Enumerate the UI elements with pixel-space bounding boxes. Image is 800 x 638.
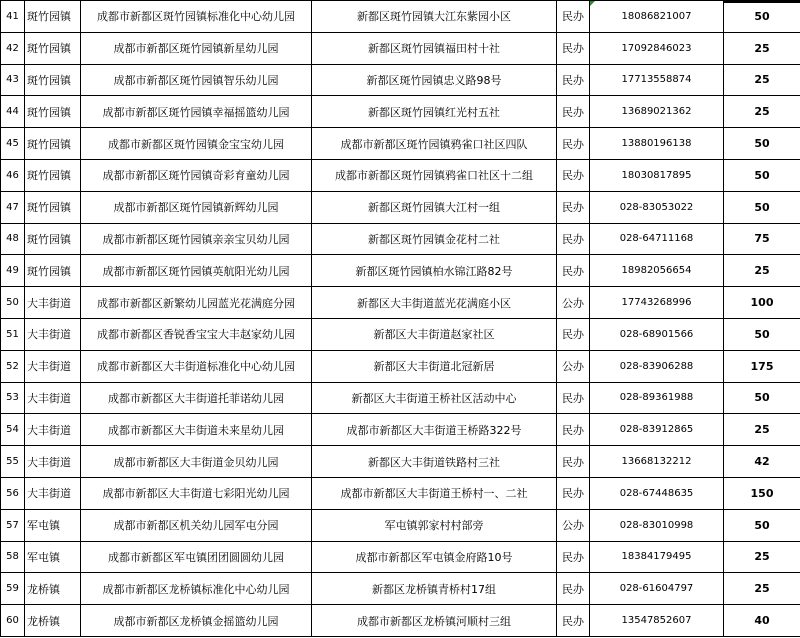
capacity-cell[interactable]: 50 <box>724 128 800 160</box>
table-row <box>1 446 800 478</box>
kindergarten-name-cell[interactable]: 成都市新都区大丰街道七彩阳光幼儿园 <box>81 477 312 509</box>
phone-cell[interactable]: 17743268996 <box>590 287 724 319</box>
selection-border <box>724 1 800 3</box>
phone-cell[interactable]: 028-83906288 <box>590 350 724 382</box>
town-cell[interactable]: 斑竹园镇 <box>25 159 81 191</box>
town-cell[interactable]: 大丰街道 <box>25 382 81 414</box>
ownership-type-cell[interactable]: 民办 <box>557 159 590 191</box>
kindergarten-name-cell[interactable]: 成都市新都区斑竹园镇奇彩育童幼儿园 <box>81 159 312 191</box>
kindergarten-name-cell[interactable]: 成都市新都区新繁幼儿园蓝光花满庭分园 <box>81 287 312 319</box>
address-cell[interactable]: 成都市新都区斑竹园镇鸦雀口社区四队 <box>312 128 557 160</box>
address-cell[interactable]: 新都区斑竹园镇金花村二社 <box>312 223 557 255</box>
ownership-type-cell[interactable]: 民办 <box>557 1 590 33</box>
town-cell[interactable]: 斑竹园镇 <box>25 96 81 128</box>
kindergarten-name-cell[interactable]: 成都市新都区斑竹园镇亲亲宝贝幼儿园 <box>81 223 312 255</box>
address-cell[interactable]: 新都区大丰街道赵家社区 <box>312 318 557 350</box>
town-cell[interactable]: 斑竹园镇 <box>25 64 81 96</box>
ownership-type-cell[interactable]: 公办 <box>557 350 590 382</box>
row-number-cell[interactable]: 58 <box>1 541 25 573</box>
table-row <box>1 509 800 541</box>
address-cell[interactable]: 新都区斑竹园镇大江村一组 <box>312 191 557 223</box>
capacity-cell[interactable]: 50 <box>724 318 800 350</box>
table-row <box>1 350 800 382</box>
phone-cell[interactable]: 18384179495 <box>590 541 724 573</box>
phone-cell[interactable]: 028-67448635 <box>590 477 724 509</box>
row-number-cell[interactable]: 41 <box>1 1 25 33</box>
capacity-cell[interactable]: 75 <box>724 223 800 255</box>
phone-cell[interactable]: 18086821007 <box>590 1 724 33</box>
capacity-cell[interactable]: 25 <box>724 541 800 573</box>
row-number-cell[interactable]: 44 <box>1 96 25 128</box>
phone-cell[interactable]: 028-89361988 <box>590 382 724 414</box>
kindergarten-name-cell[interactable]: 成都市新都区斑竹园镇金宝宝幼儿园 <box>81 128 312 160</box>
table-row <box>1 541 800 573</box>
ownership-type-cell[interactable]: 民办 <box>557 191 590 223</box>
row-number-cell[interactable]: 50 <box>1 287 25 319</box>
table-row <box>1 32 800 64</box>
table-row <box>1 223 800 255</box>
ownership-type-cell[interactable]: 民办 <box>557 446 590 478</box>
kindergarten-name-cell[interactable]: 成都市新都区香锐香宝宝大丰赵家幼儿园 <box>81 318 312 350</box>
phone-cell[interactable]: 13880196138 <box>590 128 724 160</box>
kindergarten-name-cell[interactable]: 成都市新都区斑竹园镇英航阳光幼儿园 <box>81 255 312 287</box>
row-number-cell[interactable]: 59 <box>1 573 25 605</box>
row-number-cell[interactable]: 57 <box>1 509 25 541</box>
town-cell[interactable]: 大丰街道 <box>25 287 81 319</box>
row-number-cell[interactable]: 55 <box>1 446 25 478</box>
town-cell[interactable]: 斑竹园镇 <box>25 191 81 223</box>
row-number-cell[interactable]: 46 <box>1 159 25 191</box>
table-row <box>1 318 800 350</box>
ownership-type-cell[interactable]: 民办 <box>557 605 590 637</box>
address-cell[interactable]: 新都区龙桥镇青桥村17组 <box>312 573 557 605</box>
kindergarten-name-cell[interactable]: 成都市新都区机关幼儿园军屯分园 <box>81 509 312 541</box>
kindergarten-name-cell[interactable]: 成都市新都区斑竹园镇智乐幼儿园 <box>81 64 312 96</box>
capacity-cell[interactable]: 50 <box>724 191 800 223</box>
capacity-cell[interactable]: 100 <box>724 287 800 319</box>
town-cell[interactable]: 大丰街道 <box>25 318 81 350</box>
capacity-cell[interactable]: 175 <box>724 350 800 382</box>
capacity-cell[interactable]: 50 <box>724 509 800 541</box>
table-row <box>1 159 800 191</box>
town-cell[interactable]: 斑竹园镇 <box>25 223 81 255</box>
town-cell[interactable]: 大丰街道 <box>25 477 81 509</box>
phone-cell[interactable]: 13689021362 <box>590 96 724 128</box>
row-number-cell[interactable]: 60 <box>1 605 25 637</box>
phone-cell[interactable]: 028-68901566 <box>590 318 724 350</box>
row-number-cell[interactable]: 54 <box>1 414 25 446</box>
table-row <box>1 287 800 319</box>
capacity-cell[interactable]: 42 <box>724 446 800 478</box>
address-cell[interactable]: 新都区大丰街道王桥社区活动中心 <box>312 382 557 414</box>
town-cell[interactable]: 龙桥镇 <box>25 573 81 605</box>
capacity-cell[interactable]: 25 <box>724 64 800 96</box>
row-number-cell[interactable]: 47 <box>1 191 25 223</box>
ownership-type-cell[interactable]: 民办 <box>557 223 590 255</box>
phone-cell[interactable]: 13547852607 <box>590 605 724 637</box>
ownership-type-cell[interactable]: 民办 <box>557 318 590 350</box>
table-row <box>1 573 800 605</box>
capacity-cell[interactable]: 25 <box>724 414 800 446</box>
kindergarten-name-cell[interactable]: 成都市新都区斑竹园镇幸福摇篮幼儿园 <box>81 96 312 128</box>
kindergarten-name-cell[interactable]: 成都市新都区龙桥镇金摇篮幼儿园 <box>81 605 312 637</box>
kindergarten-name-cell[interactable]: 成都市新都区大丰街道未来星幼儿园 <box>81 414 312 446</box>
ownership-type-cell[interactable]: 民办 <box>557 96 590 128</box>
address-cell[interactable]: 新都区斑竹园镇福田村十社 <box>312 32 557 64</box>
table-row <box>1 414 800 446</box>
ownership-type-cell[interactable]: 民办 <box>557 573 590 605</box>
phone-cell[interactable]: 17713558874 <box>590 64 724 96</box>
ownership-type-cell[interactable]: 民办 <box>557 477 590 509</box>
town-cell[interactable]: 大丰街道 <box>25 414 81 446</box>
table-row <box>1 64 800 96</box>
table-row <box>1 605 800 637</box>
kindergarten-name-cell[interactable]: 成都市新都区斑竹园镇新辉幼儿园 <box>81 191 312 223</box>
phone-cell[interactable]: 028-83053022 <box>590 191 724 223</box>
address-cell[interactable]: 新都区斑竹园镇柏水锦江路82号 <box>312 255 557 287</box>
kindergarten-name-cell[interactable]: 成都市新都区龙桥镇标准化中心幼儿园 <box>81 573 312 605</box>
address-cell[interactable]: 新都区大丰街道铁路村三社 <box>312 446 557 478</box>
address-cell[interactable]: 新都区大丰街道北冠新居 <box>312 350 557 382</box>
town-cell[interactable]: 大丰街道 <box>25 446 81 478</box>
ownership-type-cell[interactable]: 民办 <box>557 414 590 446</box>
row-number-cell[interactable]: 52 <box>1 350 25 382</box>
ownership-type-cell[interactable]: 民办 <box>557 382 590 414</box>
kindergarten-name-cell[interactable]: 成都市新都区大丰街道托菲诺幼儿园 <box>81 382 312 414</box>
phone-cell[interactable]: 028-83912865 <box>590 414 724 446</box>
table-row <box>1 382 800 414</box>
ownership-type-cell[interactable]: 民办 <box>557 128 590 160</box>
capacity-cell[interactable]: 40 <box>724 605 800 637</box>
ownership-type-cell[interactable]: 公办 <box>557 509 590 541</box>
address-cell[interactable]: 成都市新都区龙桥镇河顺村三组 <box>312 605 557 637</box>
kindergarten-name-cell[interactable]: 成都市新都区斑竹园镇标准化中心幼儿园 <box>81 1 312 33</box>
ownership-type-cell[interactable]: 民办 <box>557 64 590 96</box>
town-cell[interactable]: 军屯镇 <box>25 541 81 573</box>
kindergarten-name-cell[interactable]: 成都市新都区大丰街道标准化中心幼儿园 <box>81 350 312 382</box>
row-number-cell[interactable]: 53 <box>1 382 25 414</box>
table-row <box>1 477 800 509</box>
table-row <box>1 255 800 287</box>
town-cell[interactable]: 斑竹园镇 <box>25 128 81 160</box>
address-cell[interactable]: 新都区斑竹园镇红光村五社 <box>312 96 557 128</box>
row-number-cell[interactable]: 56 <box>1 477 25 509</box>
town-cell[interactable]: 斑竹园镇 <box>25 32 81 64</box>
town-cell[interactable]: 大丰街道 <box>25 350 81 382</box>
phone-cell[interactable]: 13668132212 <box>590 446 724 478</box>
capacity-cell[interactable]: 25 <box>724 255 800 287</box>
capacity-cell[interactable]: 50 <box>724 159 800 191</box>
row-number-cell[interactable]: 42 <box>1 32 25 64</box>
row-number-cell[interactable]: 49 <box>1 255 25 287</box>
town-cell[interactable]: 军屯镇 <box>25 509 81 541</box>
phone-cell[interactable]: 18982056654 <box>590 255 724 287</box>
table-row <box>1 191 800 223</box>
capacity-cell[interactable]: 50 <box>724 382 800 414</box>
address-cell[interactable]: 新都区斑竹园镇大江东紫园小区 <box>312 1 557 33</box>
ownership-type-cell[interactable]: 民办 <box>557 541 590 573</box>
phone-cell[interactable]: 028-61604797 <box>590 573 724 605</box>
capacity-cell[interactable]: 25 <box>724 96 800 128</box>
town-cell[interactable]: 斑竹园镇 <box>25 1 81 33</box>
ownership-type-cell[interactable]: 民办 <box>557 255 590 287</box>
phone-cell[interactable]: 028-64711168 <box>590 223 724 255</box>
phone-cell[interactable]: 028-83010998 <box>590 509 724 541</box>
town-cell[interactable]: 斑竹园镇 <box>25 255 81 287</box>
row-number-cell[interactable]: 45 <box>1 128 25 160</box>
ownership-type-cell[interactable]: 公办 <box>557 287 590 319</box>
address-cell[interactable]: 成都市新都区斑竹园镇鸦雀口社区十二组 <box>312 159 557 191</box>
table-row <box>1 96 800 128</box>
capacity-cell[interactable]: 150 <box>724 477 800 509</box>
phone-cell[interactable]: 17092846023 <box>590 32 724 64</box>
capacity-cell[interactable]: 50 <box>724 1 800 33</box>
address-cell[interactable]: 成都市新都区军屯镇金府路10号 <box>312 541 557 573</box>
kindergarten-name-cell[interactable]: 成都市新都区军屯镇团团圆圆幼儿园 <box>81 541 312 573</box>
row-number-cell[interactable]: 51 <box>1 318 25 350</box>
row-number-cell[interactable]: 48 <box>1 223 25 255</box>
kindergarten-name-cell[interactable]: 成都市新都区大丰街道金贝幼儿园 <box>81 446 312 478</box>
address-cell[interactable]: 军屯镇郭家村村部旁 <box>312 509 557 541</box>
address-cell[interactable]: 新都区斑竹园镇忠义路98号 <box>312 64 557 96</box>
capacity-cell[interactable]: 25 <box>724 573 800 605</box>
phone-cell[interactable]: 18030817895 <box>590 159 724 191</box>
kindergarten-name-cell[interactable]: 成都市新都区斑竹园镇新星幼儿园 <box>81 32 312 64</box>
ownership-type-cell[interactable]: 民办 <box>557 32 590 64</box>
capacity-cell[interactable]: 25 <box>724 32 800 64</box>
comment-indicator <box>590 1 595 6</box>
row-number-cell[interactable]: 43 <box>1 64 25 96</box>
table-row <box>1 128 800 160</box>
address-cell[interactable]: 成都市新都区大丰街道王桥路322号 <box>312 414 557 446</box>
address-cell[interactable]: 新都区大丰街道蓝光花满庭小区 <box>312 287 557 319</box>
town-cell[interactable]: 龙桥镇 <box>25 605 81 637</box>
table-row <box>1 1 800 33</box>
address-cell[interactable]: 成都市新都区大丰街道王桥村一、二社 <box>312 477 557 509</box>
